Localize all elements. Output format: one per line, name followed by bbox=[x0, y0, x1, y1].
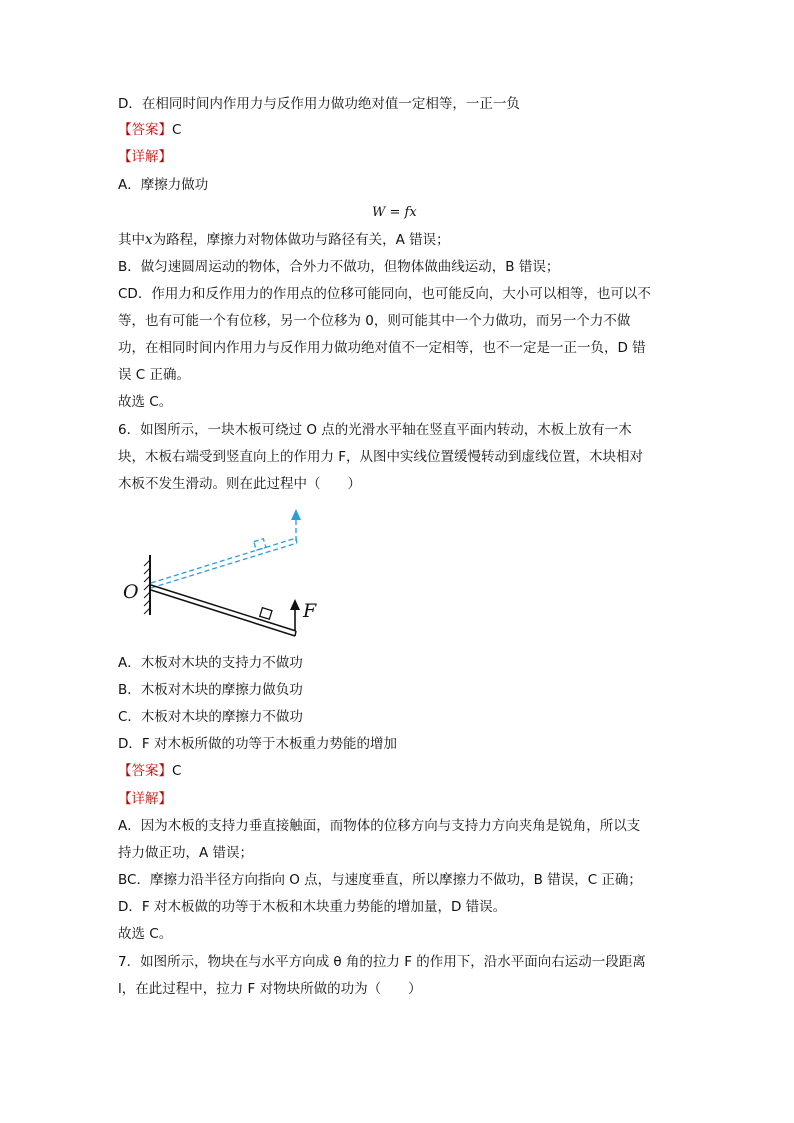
option-d: D．F 对木板所做的功等于木板重力势能的增加 bbox=[118, 736, 397, 752]
solid-board bbox=[151, 585, 296, 636]
explanation-cd-line-1: CD．作用力和反作用力的作用点的位移可能同向，也可能反向，大小可以相等，也可以不 bbox=[118, 286, 651, 302]
text-segment: 其中 bbox=[118, 232, 145, 248]
option-d-text: D．在相同时间内作用力与反作用力做功绝对值一定相等，一正一负 bbox=[118, 96, 520, 112]
label-o: O bbox=[123, 581, 139, 603]
formula-w: W bbox=[372, 205, 386, 220]
answer-label: 【答案】 bbox=[118, 122, 172, 138]
explanation2-a-line-1: A．因为木板的支持力垂直接触面，而物体的位移方向与支持力方向夹角是锐角，所以支 bbox=[118, 818, 641, 834]
formula-fx: fx bbox=[404, 205, 417, 220]
question-6-line-1: 6．如图所示，一块木板可绕过 O 点的光滑水平轴在竖直平面内转动，木板上放有一木 bbox=[118, 422, 632, 438]
force-arrow-head bbox=[290, 599, 300, 610]
solid-block bbox=[260, 608, 272, 620]
select-line-1: 故选 C。 bbox=[118, 394, 173, 410]
select-line-2: 故选 C。 bbox=[118, 926, 173, 942]
dashed-board bbox=[151, 517, 297, 588]
explanation-a-line: A．摩擦力做功 bbox=[118, 177, 209, 193]
explanation2-a-line-2: 持力做正功，A 错误； bbox=[118, 845, 254, 861]
variable-x: x bbox=[145, 232, 153, 248]
explanation-b-line: B．做匀速圆周运动的物体，合外力不做功，但物体做曲线运动，B 错误； bbox=[118, 259, 560, 275]
text-segment: 为路程，摩擦力对物体做功与路径有关，A 错误； bbox=[152, 232, 450, 248]
answer-line-2 bbox=[118, 761, 181, 781]
explanation-cd-line-3: 功，在相同时间内作用力与反作用力做功绝对值不一定相等，也不一定是一正一负，D 错 bbox=[118, 340, 646, 356]
label-f: F bbox=[303, 600, 317, 622]
option-b: B．木板对木块的摩擦力做负功 bbox=[118, 682, 303, 698]
formula-equals: = bbox=[385, 205, 405, 220]
answer-value: C bbox=[172, 122, 182, 138]
question-7-line-2: l，在此过程中，拉力 F 对物块所做的功为（ ） bbox=[118, 981, 422, 997]
explanation-cd-line-4: 误 C 正确。 bbox=[118, 367, 191, 383]
explanation-cd-line-2: 等，也有可能一个有位移，另一个位移为 0，则可能其中一个力做功，而另一个力不做 bbox=[118, 313, 631, 329]
answer-line-1 bbox=[118, 120, 181, 140]
option-c: C．木板对木块的摩擦力不做功 bbox=[118, 709, 303, 725]
question-6-line-2: 块，木板右端受到竖直向上的作用力 F，从图中实线位置缓慢转动到虚线位置，木块相对 bbox=[118, 449, 644, 465]
question-7-line-1: 7．如图所示，物块在与水平方向成 θ 角的拉力 F 的作用下，沿水平面向右运动一段距离 bbox=[118, 954, 646, 970]
explanation-label-2: 【详解】 bbox=[118, 791, 172, 807]
explanation-a-detail bbox=[118, 230, 450, 250]
answer-label: 【答案】 bbox=[118, 763, 172, 779]
explanation-label: 【详解】 bbox=[118, 149, 172, 165]
work-formula bbox=[372, 205, 417, 220]
question-6-line-3: 木板不发生滑动。则在此过程中（ ） bbox=[118, 476, 361, 492]
explanation2-bc-line: BC．摩擦力沿半径方向指向 O 点，与速度垂直，所以摩擦力不做功，B 错误，C 正确； bbox=[118, 872, 642, 888]
dashed-arrow-head bbox=[291, 509, 301, 520]
rotating-board-figure bbox=[120, 505, 320, 650]
option-a: A．木板对木块的支持力不做功 bbox=[118, 655, 303, 671]
explanation2-d-line: D．F 对木板做的功等于木板和木块重力势能的增加量，D 错误。 bbox=[118, 899, 507, 915]
answer-value: C bbox=[172, 763, 182, 779]
